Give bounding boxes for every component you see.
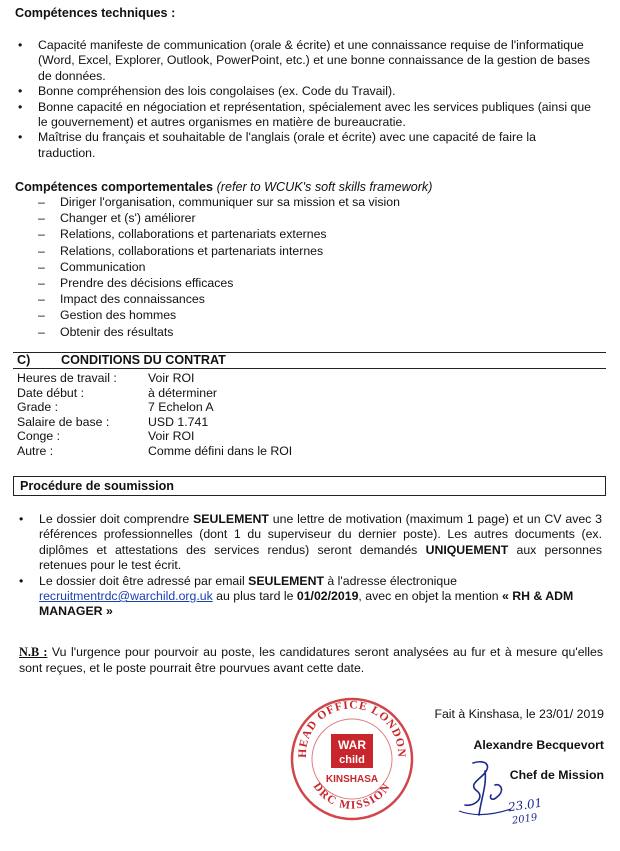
list-item: • Le dossier doit comprendre SEULEMENT une lettre de motivation (maximum 1 page) et un CV avec 3 références professionnelles (dont 1 du superviseur du dernier poste). Les autres documents (ex. diplômes et attestations des services rendus) seront demandés UNIQUEMENT aux personnes retenues pour le test écrit. xyxy=(19,512,602,573)
handwritten-year: 2019 xyxy=(511,812,539,827)
table-row: Heures de travail : Voir ROI xyxy=(17,371,195,385)
stamp-city: KINSHASA xyxy=(325,774,379,785)
bullet-icon: • xyxy=(18,38,23,52)
svg-text:DRC MISSION xyxy=(311,781,394,812)
war-child-stamp xyxy=(287,694,417,824)
list-item: – Prendre des décisions efficaces xyxy=(38,275,234,290)
list-item: – Impact des connaissances xyxy=(38,292,205,307)
list-item: • Bonne compréhension des lois congolaises (ex. Code du Travail). xyxy=(18,84,396,99)
submission-procedure-header: Procédure de soumission xyxy=(13,476,606,496)
list-item: – Communication xyxy=(38,259,146,274)
email-link[interactable]: recruitmentrdc@warchild.org.uk xyxy=(39,589,213,604)
table-row: Salaire de base : USD 1.741 xyxy=(17,414,209,429)
list-item: – Gestion des hommes xyxy=(38,308,177,323)
section-title: CONDITIONS DU CONTRAT xyxy=(61,353,226,367)
bullet-icon: • xyxy=(18,84,23,99)
stamp-bottom-text: DRC MISSION xyxy=(310,780,394,813)
list-item: – Diriger l'organisation, communiquer sur sa mission et sa vision xyxy=(38,195,400,209)
signatory-name: Alexandre Becquevort xyxy=(473,738,604,752)
heading-note: (refer to WCUK's soft skills framework) xyxy=(216,180,433,194)
behavioral-skills-heading: Compétences comportementales (refer to WCUK's soft skills framework) xyxy=(15,180,433,194)
stamp-logo-word2: child xyxy=(339,754,365,766)
list-item: – Obtenir des résultats xyxy=(38,324,174,339)
list-item: • Capacité manifeste de communication (orale & écrite) et une connaissance requise de l'informatique (Word, Excel, Explorer, Outlook, PowerPoint, etc.) et une bonne connaissance de la gestion de bases de données. xyxy=(18,38,591,83)
handwritten-date: 23.01 xyxy=(507,795,544,815)
contract-conditions-header xyxy=(13,352,606,369)
section-letter: C) xyxy=(17,353,31,367)
list-item: • Bonne capacité en négociation et représentation, spécialement avec les services publiques (ainsi que le gouvernement) et autres organismes en matière de bureaucratie. xyxy=(18,99,592,130)
list-item: • Le dossier doit être adressé par email SEULEMENT à l'adresse électronique recruitmentrdc@warchild.org.uk au plus tard le 01/02/2019, avec en objet la mention « RH & ADM MANAGER » xyxy=(19,573,574,619)
stamp-top-text: HEAD OFFICE LONDON xyxy=(296,699,408,759)
handwritten-signature xyxy=(455,755,515,827)
list-item: – Relations, collaborations et partenariats externes xyxy=(38,227,327,242)
bullet-icon: • xyxy=(18,130,23,145)
place-date: Fait à Kinshasa, le 23/01/ 2019 xyxy=(434,707,604,721)
bullet-icon: • xyxy=(18,99,23,114)
table-row: Date début : à déterminer xyxy=(17,385,218,400)
nb-label: N.B : xyxy=(19,645,48,659)
table-row: Autre : Comme défini dans le ROI xyxy=(17,443,293,458)
table-row: Conge : Voir ROI xyxy=(17,429,195,444)
signatory-title: Chef de Mission xyxy=(509,768,604,782)
table-row: Grade : 7 Echelon A xyxy=(17,400,214,415)
behavioral-skills-list xyxy=(38,194,558,340)
technical-skills-list xyxy=(18,38,592,161)
stamp-logo-word1: WAR xyxy=(338,738,366,752)
nota-bene: N.B : Vu l'urgence pour pourvoir au poste, les candidatures seront analysées au fur et à mesure qu'elles sont reçues, et le poste pourrait être pourvues avant cette date. xyxy=(19,645,603,675)
submission-list xyxy=(19,512,602,620)
bullet-icon: • xyxy=(19,573,24,588)
bullet-icon: • xyxy=(19,512,24,526)
list-item: • Maîtrise du français et souhaitable de l'anglais (orale et écrite) avec une capacité de faire la traduction. xyxy=(18,130,536,160)
contract-terms-table xyxy=(17,371,292,459)
list-item: – Relations, collaborations et partenariats internes xyxy=(38,243,324,258)
technical-skills-heading: Compétences techniques : xyxy=(15,6,176,20)
list-item: – Changer et (s') améliorer xyxy=(38,211,196,226)
